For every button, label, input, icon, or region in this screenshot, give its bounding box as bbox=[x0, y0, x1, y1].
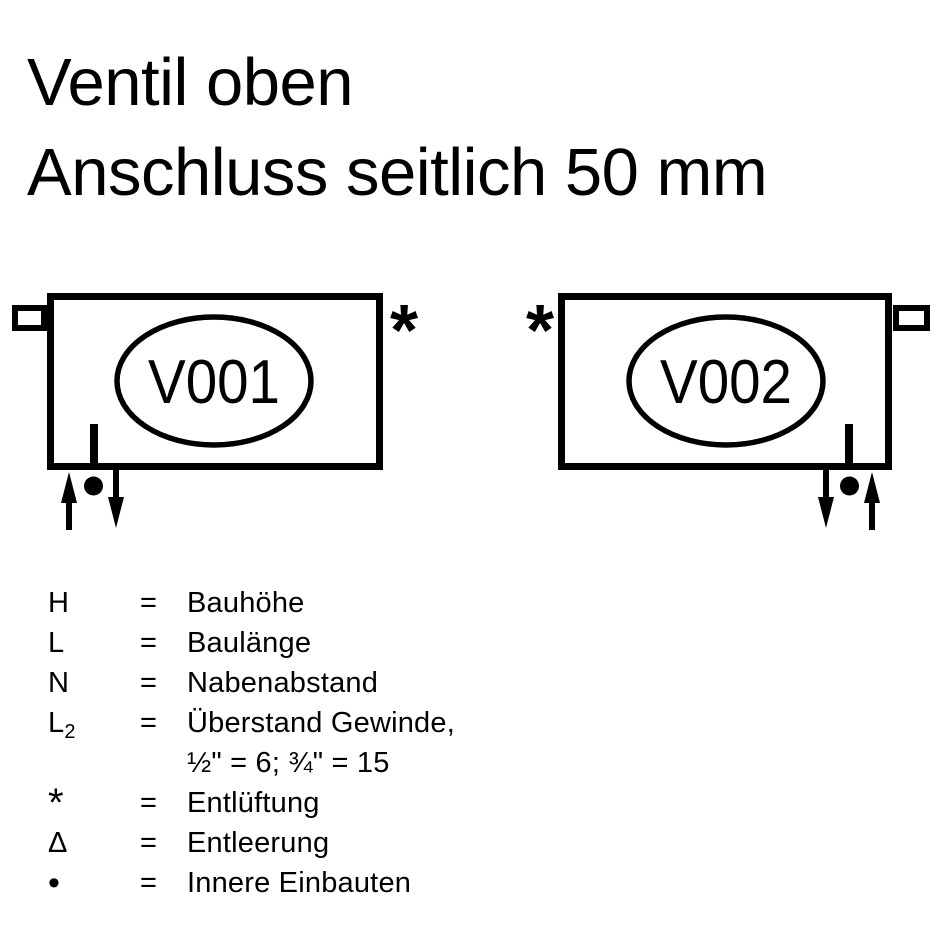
up-arrow-head-right bbox=[864, 472, 880, 503]
title-line-2: Anschluss seitlich 50 mm bbox=[27, 135, 768, 210]
legend-desc: Innere Einbauten bbox=[187, 867, 412, 899]
legend-equals: = bbox=[140, 867, 158, 899]
legend-desc: Baulänge bbox=[187, 627, 312, 659]
down-arrow-head-right bbox=[818, 497, 834, 528]
legend-desc-line-1: Überstand Gewinde, bbox=[187, 707, 455, 739]
vent-asterisk-left: * bbox=[389, 291, 419, 371]
internal-fitting-dot-left bbox=[84, 477, 103, 496]
legend-row-l2 bbox=[48, 703, 455, 783]
down-arrow-head-left bbox=[108, 497, 124, 528]
legend-row-l bbox=[48, 623, 455, 663]
legend-row-drain bbox=[48, 823, 455, 863]
legend-equals: = bbox=[140, 587, 158, 619]
legend-equals: = bbox=[140, 627, 158, 659]
legend-desc: Nabenabstand bbox=[187, 667, 379, 699]
up-arrow-head-left bbox=[61, 472, 77, 503]
legend-row-h bbox=[48, 583, 455, 623]
model-label-v001: V001 bbox=[148, 348, 280, 417]
diagram-v001 bbox=[15, 291, 418, 530]
legend-desc bbox=[187, 703, 455, 783]
legend-desc: Bauhöhe bbox=[187, 587, 305, 619]
legend-symbol-asterisk: * bbox=[48, 781, 64, 825]
model-label-v002: V002 bbox=[660, 348, 792, 417]
legend-symbol-delta: Δ bbox=[48, 827, 68, 859]
legend bbox=[48, 583, 455, 903]
legend-symbol: N bbox=[48, 667, 70, 699]
title-line-1: Ventil oben bbox=[27, 45, 354, 120]
diagram-v002 bbox=[526, 291, 927, 530]
legend-desc-line-2: ½" = 6; ¾" = 15 bbox=[187, 747, 390, 779]
side-connection-tab-right bbox=[896, 308, 927, 328]
legend-desc: Entleerung bbox=[187, 827, 330, 859]
legend-symbol: L bbox=[48, 627, 65, 659]
legend-desc: Entlüftung bbox=[187, 787, 320, 819]
legend-symbol bbox=[48, 703, 140, 743]
legend-equals: = bbox=[140, 787, 158, 819]
legend-symbol-base: L bbox=[48, 707, 65, 739]
valve-diagrams bbox=[0, 285, 947, 545]
internal-fitting-dot-right bbox=[840, 477, 859, 496]
legend-symbol-subscript: 2 bbox=[64, 721, 76, 743]
legend-symbol: H bbox=[48, 587, 70, 619]
vent-asterisk-right: * bbox=[525, 291, 555, 371]
legend-row-vent bbox=[48, 783, 455, 823]
flow-arrows-right bbox=[818, 470, 880, 530]
legend-equals: = bbox=[140, 707, 158, 739]
legend-equals: = bbox=[140, 827, 158, 859]
legend-row-n bbox=[48, 663, 455, 703]
legend-equals: = bbox=[140, 667, 158, 699]
flow-arrows-left bbox=[61, 470, 124, 530]
legend-symbol-bullet: • bbox=[48, 864, 61, 902]
legend-row-internals bbox=[48, 863, 455, 903]
page-title bbox=[27, 38, 767, 218]
side-connection-tab-left bbox=[15, 308, 44, 328]
